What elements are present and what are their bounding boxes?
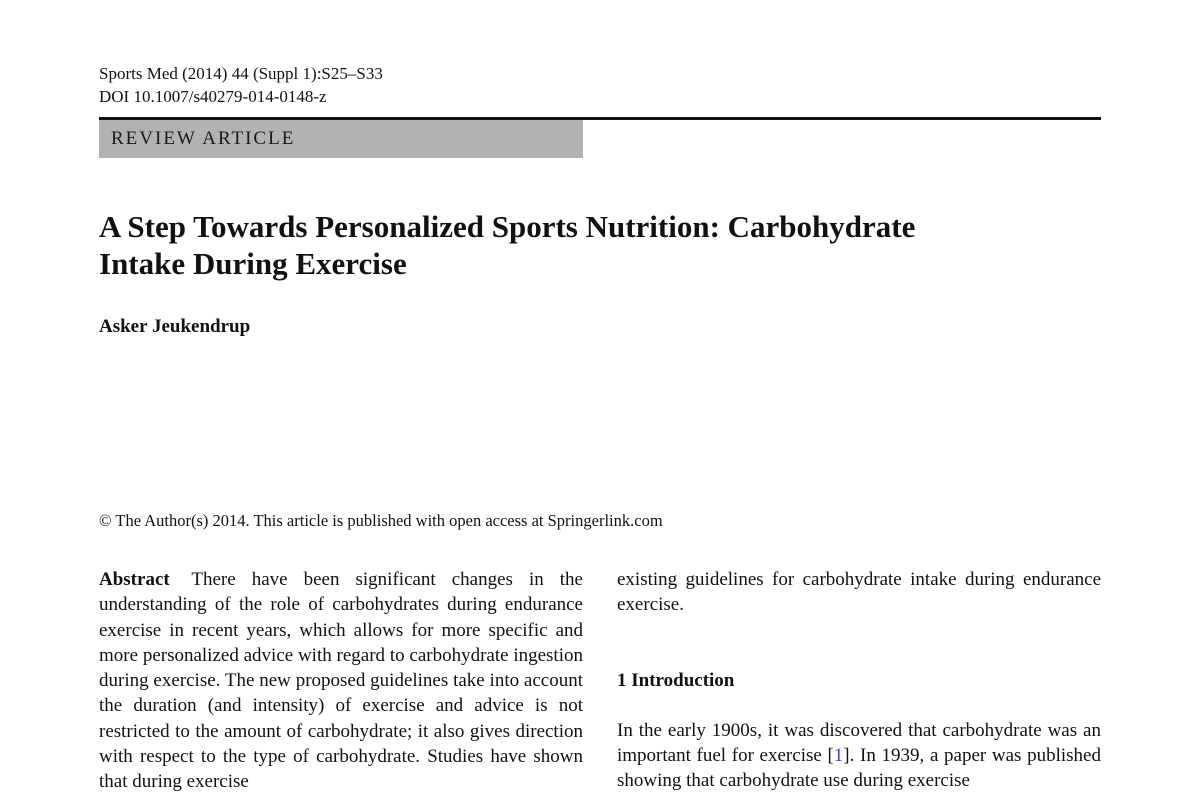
journal-line: Sports Med (2014) 44 (Suppl 1):S25–S33 — [99, 64, 383, 83]
citation-link[interactable]: 1 — [833, 745, 844, 767]
introduction-paragraph — [617, 718, 1101, 792]
abstract-label: Abstract — [99, 569, 170, 590]
abstract-text: There have been significant changes in the understanding of the role of carbohydrates during endurance exercise in recent years, which allows for more specific and more personalized advice with regard to carbohydrate ingestion during exercise. The new proposed guidelines take into account the duration (and intensity) of exercise and advice is not restricted to the amount of carbohydrate; it also gives direction with respect to the type of carbohydrate. Studies have shown that during exercise — [99, 569, 583, 792]
author-name: Asker Jeukendrup — [99, 316, 251, 337]
right-column — [617, 567, 1101, 792]
title-line-1: A Step Towards Personalized Sports Nutrition: Carbohydrate — [99, 209, 916, 244]
section-heading-introduction: 1 Introduction — [617, 669, 735, 691]
title-line-2: Intake During Exercise — [99, 246, 407, 281]
article-type-label: REVIEW ARTICLE — [111, 128, 296, 149]
copyright-notice: © The Author(s) 2014. This article is published with open access at Springerlink.com — [99, 511, 663, 530]
doi-line: DOI 10.1007/s40279-014-0148-z — [99, 87, 327, 106]
intro-text-before-cite: In the early 1900s, it was discovered that carbohydrate was an important fuel for exercise [ — [617, 719, 1101, 767]
abstract-column — [99, 567, 583, 792]
journal-citation — [99, 62, 383, 108]
article-type-banner — [99, 120, 583, 158]
abstract-paragraph — [99, 567, 583, 792]
abstract-continuation: existing guidelines for carbohydrate intake during endurance exercise. — [617, 569, 1101, 616]
intro-text-after-cite: ]. In 1939, a paper was published showing that carbohydrate use during exercise — [617, 745, 1101, 792]
article-title — [99, 208, 1099, 282]
